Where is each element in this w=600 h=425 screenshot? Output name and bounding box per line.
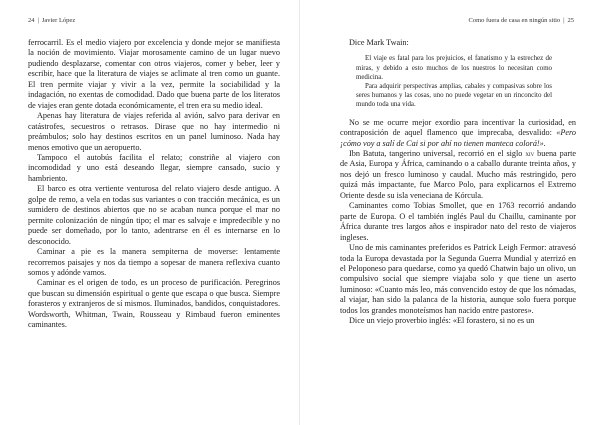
paragraph: Caminar a pie es la manera sempiterna de moverse: lentamente recorremos paisajes y nos da tiempo a sopesar de manera reflexiva cuanto somos y adónde vamos.	[28, 247, 280, 277]
left-header-separator: |	[37, 17, 39, 24]
left-page-number: 24	[28, 17, 35, 24]
quote-intro: Dice Mark Twain:	[349, 38, 409, 47]
paragraph-text: Ibn Batuta, tangerino universal, recorrió en el siglo	[349, 149, 526, 159]
paragraph	[340, 118, 576, 149]
paragraph: El barco es otra vertiente venturosa del relato viajero desde antiguo. A golpe de remo, a vela en todas sus variantes o con tracción mecánica, es un sumidero de destinos abiertos que no se acaban nunca porque el mar no permite colonización de ningún tipo; el mar es salvaje e impredecible y no puede ser domeñado, por lo tanto, adentrarse en él es internarse en lo desconocido.	[28, 184, 280, 246]
paragraph-text: buena parte de Asia, Europa y África, caminando o a caballo durante treinta años, y nos dejó un fresco luminoso y caudal. Mucho más restringido, pero quizá más impactante, fue Marco Polo, para explicarnos el Extremo Oriente desde su isla veneciana de Kórcula.	[340, 149, 576, 200]
left-body-text	[28, 38, 280, 331]
paragraph: Tampoco el autobús facilita el relato; constriñe al viajero con incomodidad y uno está deseando llegar, siempre cansado, sucio y hambriento.	[28, 152, 280, 183]
century-numeral: xiv	[525, 150, 535, 159]
right-running-head: Como fuera de casa en ningún sitio	[468, 17, 561, 24]
paragraph: Dice un viejo proverbio inglés: «El forastero, si no es un	[349, 316, 535, 326]
paragraph: Apenas hay literatura de viajes referida al avión, salvo para derivar en catástrofes, secuestros o retrasos. Dirase que no hay intermedio ni preámbulos; solo hay destinos escritos en un panel luminoso. Nada hay menos emotivo que un aeropuerto.	[28, 111, 280, 152]
paragraph: ferrocarril. Es el medio viajero por excelencia y donde mejor se manifiesta la noción de movimiento. Viajar morosamente camino de un lugar nuevo pudiendo desplazarse, comentar con otros viajeros, comer y beber, leer y escribir, hace que la literatura de viajes se aclimate al tren como un guante. El tren permite viajar y vivir a la vez, permite la sociabilidad y la indagación, no exentas de comodidad. Dado que buena parte de los literatos de viajes eran gente dotada económicamente, el tren era su medio ideal.	[28, 38, 280, 110]
right-page-number: 25	[567, 17, 574, 24]
paragraph: Caminar es el origen de todo, es un proceso de purificación. Peregrinos que buscan su dimensión espiritual o gente que escapa o que busca. Siempre forasteros y extranjeros de sí mismos. Iluminados, bandidos, conquistadores. Wordsworth, Whitman, Twain, Rousseau y Rimbaud fueron eminentes caminantes.	[28, 278, 280, 330]
right-header-separator: |	[563, 17, 565, 24]
right-page	[300, 0, 600, 425]
paragraph: Uno de mis caminantes preferidos es Patrick Leigh Fermor: atravesó toda la Europa devastada por la Segunda Guerra Mundial y aterrizó en el Peloponeso para quedarse, como ya quedó Chatwin bajo un olivo, un compulsivo social que siempre viajaba solo y que tiene un aserto luminoso: «Cuanto más leo, más convencido estoy de que los nómadas, al viajar, han sido la palanca de la historia, aunque solo fuera porque todos los grandes monoteísmos han nacido entre pastores».	[340, 243, 576, 315]
left-running-head: Javier López	[41, 17, 76, 24]
quote-paragraph: El viaje es fatal para los prejuicios, el fanatismo y la estrechez de miras, y debido a esto muchos de los nuestros lo necesitan como medicina.	[356, 55, 552, 81]
paragraph-text: No se me ocurre mejor exordio para incentivar la curiosidad, en contraposición de aquel flamenco que imprecaba, desvalido:	[340, 117, 576, 138]
quote-paragraph: Para adquirir perspectivas amplias, cabales y compasivas sobre los seres humanos y las cosas, uno no puede vegetar en un rinconcito del mundo toda una vida.	[356, 83, 552, 109]
paragraph: Caminantes como Tobias Smollet, que en 1763 recorrió andando parte de Europa. O el también inglés Paul du Chaillu, caminante por África durante tres largos años e inspirador nato del resto de viajeros ingleses.	[340, 201, 576, 242]
right-running-header	[468, 17, 574, 24]
right-body-text	[340, 38, 576, 327]
block-quote	[356, 54, 552, 109]
paragraph	[340, 149, 576, 201]
flamenco-quote: «Pero ¡cómo voy a salí de Cai si por ahí no tienen manteca colorá!».	[340, 128, 576, 148]
left-running-header	[28, 17, 75, 24]
